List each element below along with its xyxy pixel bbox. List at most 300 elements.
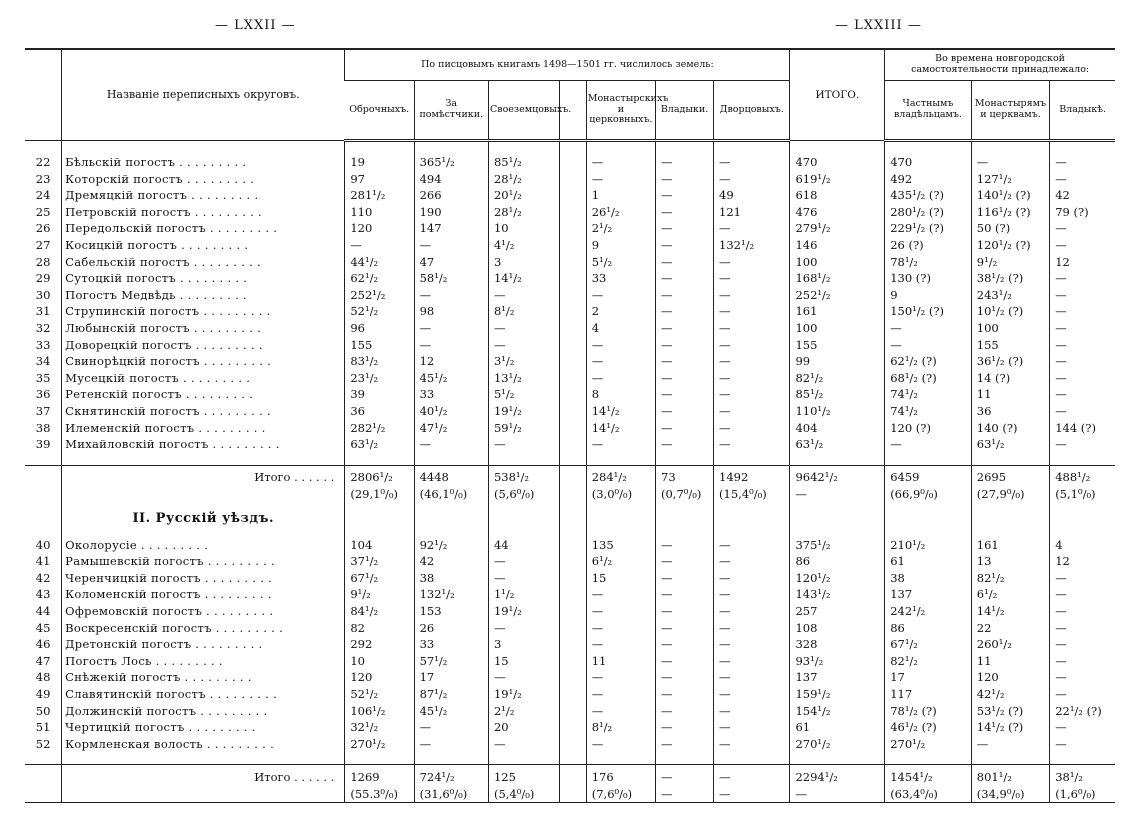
value-cell: 9: [586, 237, 655, 254]
value-cell: 210¹/₂: [885, 537, 972, 554]
value-cell: —: [656, 270, 714, 287]
total-spacer: [62, 785, 345, 803]
value-cell: —: [414, 736, 488, 753]
value-cell: 476: [790, 204, 885, 221]
value-cell: —: [656, 603, 714, 620]
value-cell: —: [586, 669, 655, 686]
section-spacer: [971, 503, 1049, 537]
value-cell: 46¹/₂ (?): [885, 719, 972, 736]
value-cell: 618: [790, 187, 885, 204]
total-spacer: [25, 465, 62, 486]
district-name: Погостъ Медвѣдь . . . . . . . . .: [62, 287, 345, 304]
value-cell: 20: [488, 719, 559, 736]
value-cell: 144 (?): [1050, 420, 1115, 437]
value-cell: 22¹/₂ (?): [1050, 703, 1115, 720]
total-value-cell: 2294¹/₂: [790, 765, 885, 786]
row-number: 23: [35, 171, 51, 186]
row-number: 26: [35, 221, 51, 236]
total-percent-cell: (27,9⁰/₀): [971, 486, 1049, 503]
value-cell: 19¹/₂: [488, 686, 559, 703]
total-value-cell: 538¹/₂: [488, 465, 559, 486]
total-percent-cell: (3,0⁰/₀): [586, 486, 655, 503]
gutter-cell: [560, 320, 586, 337]
gutter-cell: [560, 220, 586, 237]
value-cell: 121: [714, 204, 790, 221]
value-cell: 470: [790, 154, 885, 171]
spacer-cell: [790, 752, 885, 765]
section-spacer: [790, 503, 885, 537]
district-name: Рамышевскій погостъ . . . . . . . . .: [62, 553, 345, 570]
table-row: [25, 669, 1115, 686]
section-spacer: [560, 503, 586, 537]
value-cell: 52¹/₂: [345, 303, 414, 320]
section-spacer: [488, 503, 559, 537]
header-vladyke: Владыкѣ.: [1050, 81, 1115, 141]
value-cell: —: [714, 287, 790, 304]
total-percent-row: [25, 785, 1115, 803]
header-number-col: [25, 49, 62, 141]
value-cell: 28¹/₂: [488, 171, 559, 188]
value-cell: 146: [790, 237, 885, 254]
value-cell: 28¹/₂: [488, 204, 559, 221]
value-cell: —: [714, 537, 790, 554]
gutter-cell: [560, 303, 586, 320]
value-cell: 83¹/₂: [345, 353, 414, 370]
row-number: 28: [35, 254, 51, 269]
header-name-col: Названіе переписныхъ округовъ.: [62, 49, 345, 141]
district-name: Илеменскій погостъ . . . . . . . . .: [62, 420, 345, 437]
gutter-cell: [560, 586, 586, 603]
value-cell: 36¹/₂ (?): [971, 353, 1049, 370]
spacer-cell: [62, 752, 345, 765]
value-cell: —: [488, 436, 559, 453]
spacer-cell: [971, 752, 1049, 765]
value-cell: 32¹/₂: [345, 719, 414, 736]
gutter-cell: [560, 353, 586, 370]
total-value-cell: 176: [586, 765, 655, 786]
gutter-cell: [560, 553, 586, 570]
page-number-right: — LXXIII —: [835, 18, 922, 33]
total-value-cell: 6459: [885, 465, 972, 486]
table-row: [25, 686, 1115, 703]
table-row: [25, 653, 1115, 670]
section-spacer: [656, 503, 714, 537]
value-cell: 242¹/₂: [885, 603, 972, 620]
value-cell: —: [656, 403, 714, 420]
value-cell: 375¹/₂: [790, 537, 885, 554]
district-name: Дретонскій погостъ . . . . . . . . .: [62, 636, 345, 653]
value-cell: 281¹/₂: [345, 187, 414, 204]
total-percent-cell: —: [790, 486, 885, 503]
spacer-cell: [656, 453, 714, 466]
table-row: [25, 353, 1115, 370]
value-cell: 20¹/₂: [488, 187, 559, 204]
total-spacer: [25, 765, 62, 786]
row-number: 39: [35, 437, 51, 452]
value-cell: —: [656, 370, 714, 387]
value-cell: —: [656, 537, 714, 554]
row-number: 50: [35, 703, 51, 718]
district-name: Свинорѣцкій погостъ . . . . . . . . .: [62, 353, 345, 370]
value-cell: 82¹/₂: [790, 370, 885, 387]
gutter-cell: [560, 386, 586, 403]
table-row: [25, 403, 1115, 420]
value-cell: 120¹/₂ (?): [971, 237, 1049, 254]
value-cell: 84¹/₂: [345, 603, 414, 620]
value-cell: —: [1050, 237, 1115, 254]
total-spacer: [62, 486, 345, 503]
header-monastyryam: Монастырямъ и церквамъ.: [971, 81, 1049, 141]
value-cell: 2¹/₂: [488, 703, 559, 720]
value-cell: —: [1050, 220, 1115, 237]
value-cell: —: [714, 270, 790, 287]
table-row: [25, 270, 1115, 287]
value-cell: 23¹/₂: [345, 370, 414, 387]
gutter-cell: [560, 465, 586, 486]
value-cell: 5¹/₂: [488, 386, 559, 403]
value-cell: 117: [885, 686, 972, 703]
value-cell: —: [586, 603, 655, 620]
value-cell: 1: [586, 187, 655, 204]
value-cell: 68¹/₂ (?): [885, 370, 972, 387]
table-row: [25, 386, 1115, 403]
table-row: [25, 187, 1115, 204]
table-row: [25, 320, 1115, 337]
value-cell: 74¹/₂: [885, 386, 972, 403]
value-cell: 10: [488, 220, 559, 237]
value-cell: —: [714, 653, 790, 670]
value-cell: 154¹/₂: [790, 703, 885, 720]
value-cell: 15: [586, 570, 655, 587]
value-cell: —: [1050, 287, 1115, 304]
value-cell: 4: [586, 320, 655, 337]
value-cell: 6¹/₂: [971, 586, 1049, 603]
value-cell: 98: [414, 303, 488, 320]
district-name: Петровскій погостъ . . . . . . . . .: [62, 204, 345, 221]
spacer-cell: [656, 752, 714, 765]
table-row: [25, 337, 1115, 354]
row-number: 31: [35, 304, 51, 319]
value-cell: 619¹/₂: [790, 171, 885, 188]
value-cell: 38: [885, 570, 972, 587]
district-name: Черенчицкій погостъ . . . . . . . . .: [62, 570, 345, 587]
row-number: 46: [35, 637, 51, 652]
value-cell: —: [586, 154, 655, 171]
total-value-cell: 4448: [414, 465, 488, 486]
value-cell: 6¹/₂: [586, 553, 655, 570]
spacer-cell: [586, 752, 655, 765]
value-cell: 42: [414, 553, 488, 570]
district-name: Сабельскій погостъ . . . . . . . . .: [62, 254, 345, 271]
value-cell: 494: [414, 171, 488, 188]
value-cell: 12: [414, 353, 488, 370]
row-number: 41: [35, 554, 51, 569]
value-cell: 137: [885, 586, 972, 603]
district-name: Мусецкій погостъ . . . . . . . . .: [62, 370, 345, 387]
table-row: [25, 586, 1115, 603]
table-row: [25, 620, 1115, 637]
value-cell: 3: [488, 254, 559, 271]
value-cell: 39: [345, 386, 414, 403]
value-cell: 37¹/₂: [345, 553, 414, 570]
value-cell: 38: [414, 570, 488, 587]
table-row: [25, 719, 1115, 736]
table-row: [25, 636, 1115, 653]
value-cell: —: [714, 320, 790, 337]
spacer-cell: [488, 141, 559, 155]
value-cell: 14¹/₂: [586, 420, 655, 437]
value-cell: 120¹/₂: [790, 570, 885, 587]
total-value-cell: 9642¹/₂: [790, 465, 885, 486]
spacer-cell: [560, 141, 586, 155]
row-number: 35: [35, 370, 51, 385]
row-number: 22: [35, 155, 51, 169]
row-number: 34: [35, 354, 51, 369]
value-cell: 4¹/₂: [488, 237, 559, 254]
value-cell: 36: [971, 403, 1049, 420]
value-cell: 17: [414, 669, 488, 686]
value-cell: —: [488, 287, 559, 304]
value-cell: 100: [971, 320, 1049, 337]
spacer-cell: [885, 453, 972, 466]
value-cell: 14¹/₂: [488, 270, 559, 287]
district-name: Чертицкій погостъ . . . . . . . . .: [62, 719, 345, 736]
value-cell: 5¹/₂: [586, 254, 655, 271]
value-cell: 229¹/₂ (?): [885, 220, 972, 237]
spacer-cell: [714, 453, 790, 466]
row-number: 29: [35, 271, 51, 286]
value-cell: —: [345, 237, 414, 254]
value-cell: 97: [345, 171, 414, 188]
value-cell: 63¹/₂: [971, 436, 1049, 453]
land-table: [25, 48, 1115, 803]
header-svoezemtsev: Своеземцовыхъ.: [488, 81, 559, 141]
gutter-cell: [560, 719, 586, 736]
section-row: [25, 503, 1115, 537]
header-monastyrskikh: Монастырскихъ и церковныхъ.: [586, 81, 655, 141]
value-cell: 38¹/₂ (?): [971, 270, 1049, 287]
value-cell: 8: [586, 386, 655, 403]
value-cell: 155: [345, 337, 414, 354]
gutter-cell: [560, 703, 586, 720]
value-cell: 50 (?): [971, 220, 1049, 237]
value-cell: 365¹/₂: [414, 154, 488, 171]
section-spacer: [414, 503, 488, 537]
value-cell: 190: [414, 204, 488, 221]
spacer-cell: [714, 752, 790, 765]
value-cell: —: [656, 187, 714, 204]
value-cell: —: [714, 436, 790, 453]
value-cell: 61: [790, 719, 885, 736]
value-cell: 61: [885, 553, 972, 570]
district-name: Сутоцкій погостъ . . . . . . . . .: [62, 270, 345, 287]
value-cell: 4: [1050, 537, 1115, 554]
value-cell: 58¹/₂: [414, 270, 488, 287]
value-cell: 12: [1050, 553, 1115, 570]
value-cell: 104: [345, 537, 414, 554]
value-cell: —: [1050, 719, 1115, 736]
total-value-cell: 284¹/₂: [586, 465, 655, 486]
value-cell: —: [656, 570, 714, 587]
total-spacer: [25, 486, 62, 503]
value-cell: —: [656, 237, 714, 254]
district-name: Доворецкій погостъ . . . . . . . . .: [62, 337, 345, 354]
value-cell: —: [1050, 620, 1115, 637]
spacer-cell: [1050, 453, 1115, 466]
value-cell: 100: [790, 320, 885, 337]
value-cell: 87¹/₂: [414, 686, 488, 703]
gutter-cell: [560, 287, 586, 304]
value-cell: —: [656, 586, 714, 603]
district-name: Должинскій погостъ . . . . . . . . .: [62, 703, 345, 720]
value-cell: 132¹/₂: [414, 586, 488, 603]
value-cell: —: [488, 337, 559, 354]
row-number: 30: [35, 287, 51, 302]
total-value-cell: 1269: [345, 765, 414, 786]
row-number: 32: [35, 320, 51, 335]
value-cell: 45¹/₂: [414, 370, 488, 387]
value-cell: 492: [885, 171, 972, 188]
value-cell: 147: [414, 220, 488, 237]
row-number: 43: [35, 587, 51, 602]
value-cell: 19¹/₂: [488, 603, 559, 620]
value-cell: 14¹/₂: [586, 403, 655, 420]
district-name: Косицкій погостъ . . . . . . . . .: [62, 237, 345, 254]
row-number: 37: [35, 403, 51, 418]
value-cell: 168¹/₂: [790, 270, 885, 287]
row-number: 51: [35, 720, 51, 735]
section-title: II. Русскій уѣздъ.: [62, 503, 345, 537]
value-cell: —: [714, 386, 790, 403]
district-name: Офремовскій погостъ . . . . . . . . .: [62, 603, 345, 620]
value-cell: —: [656, 337, 714, 354]
value-cell: 85¹/₂: [488, 154, 559, 171]
page-number-left: — LXXII —: [215, 18, 296, 33]
total-percent-cell: (15,4⁰/₀): [714, 486, 790, 503]
value-cell: —: [586, 337, 655, 354]
header-group-novgorod: Во времена новгородской самостоятельности принадлежало:: [885, 49, 1115, 81]
value-cell: 279¹/₂: [790, 220, 885, 237]
value-cell: —: [586, 287, 655, 304]
row-number: 38: [35, 420, 51, 435]
value-cell: —: [586, 736, 655, 753]
section-spacer: [885, 503, 972, 537]
value-cell: 8¹/₂: [586, 719, 655, 736]
value-cell: —: [714, 736, 790, 753]
value-cell: —: [971, 154, 1049, 171]
value-cell: —: [488, 570, 559, 587]
value-cell: —: [885, 320, 972, 337]
value-cell: 67¹/₂: [885, 636, 972, 653]
value-cell: 257: [790, 603, 885, 620]
value-cell: 42: [1050, 187, 1115, 204]
value-cell: 270¹/₂: [790, 736, 885, 753]
spacer-cell: [790, 453, 885, 466]
total-percent-cell: (55.3⁰/₀): [345, 785, 414, 803]
value-cell: —: [1050, 403, 1115, 420]
district-name: Околорусіе . . . . . . . . .: [62, 537, 345, 554]
spacer-cell: [488, 752, 559, 765]
table-row: [25, 570, 1115, 587]
row-number: 47: [35, 653, 51, 668]
value-cell: —: [1050, 736, 1115, 753]
value-cell: —: [1050, 603, 1115, 620]
value-cell: 9: [885, 287, 972, 304]
value-cell: 155: [971, 337, 1049, 354]
value-cell: —: [656, 254, 714, 271]
spacer-cell: [414, 141, 488, 155]
value-cell: 11: [971, 386, 1049, 403]
gutter-cell: [560, 436, 586, 453]
value-cell: —: [414, 436, 488, 453]
value-cell: —: [656, 287, 714, 304]
value-cell: —: [1050, 386, 1115, 403]
spacer-cell: [25, 453, 62, 466]
value-cell: —: [414, 337, 488, 354]
gutter-cell: [560, 370, 586, 387]
district-name: Коломенскій погостъ . . . . . . . . .: [62, 586, 345, 603]
spacer-cell: [414, 453, 488, 466]
value-cell: 44¹/₂: [345, 254, 414, 271]
total-label: Итого . . . . . .: [62, 465, 345, 486]
total-value-cell: 2806¹/₂: [345, 465, 414, 486]
value-cell: 116¹/₂ (?): [971, 204, 1049, 221]
value-cell: —: [714, 719, 790, 736]
value-cell: 143¹/₂: [790, 586, 885, 603]
gutter-cell: [560, 653, 586, 670]
value-cell: 13¹/₂: [488, 370, 559, 387]
total-percent-cell: (5,4⁰/₀): [488, 785, 559, 803]
value-cell: —: [414, 719, 488, 736]
value-cell: —: [885, 436, 972, 453]
value-cell: 49: [714, 187, 790, 204]
value-cell: 11: [971, 653, 1049, 670]
total-percent-cell: —: [714, 785, 790, 803]
gutter-cell: [560, 187, 586, 204]
section-spacer: [1050, 503, 1115, 537]
section-spacer: [25, 503, 62, 537]
value-cell: 13: [971, 553, 1049, 570]
gutter-cell: [560, 270, 586, 287]
value-cell: 33: [414, 386, 488, 403]
table-row: [25, 703, 1115, 720]
value-cell: —: [1050, 171, 1115, 188]
value-cell: —: [656, 553, 714, 570]
value-cell: —: [488, 669, 559, 686]
value-cell: 8¹/₂: [488, 303, 559, 320]
spacer-cell: [414, 752, 488, 765]
value-cell: —: [586, 686, 655, 703]
value-cell: —: [656, 719, 714, 736]
gutter-cell: [560, 254, 586, 271]
value-cell: 12: [1050, 254, 1115, 271]
value-cell: 100: [790, 254, 885, 271]
gutter-cell: [560, 403, 586, 420]
district-name: Погостъ Лось . . . . . . . . .: [62, 653, 345, 670]
total-percent-cell: (66,9⁰/₀): [885, 486, 972, 503]
district-name: Любынскій погостъ . . . . . . . . .: [62, 320, 345, 337]
value-cell: 86: [885, 620, 972, 637]
value-cell: 99: [790, 353, 885, 370]
spacer-cell: [1050, 141, 1115, 155]
value-cell: —: [714, 669, 790, 686]
gutter-cell: [560, 237, 586, 254]
value-cell: —: [586, 171, 655, 188]
value-cell: 270¹/₂: [885, 736, 972, 753]
value-cell: 62¹/₂: [345, 270, 414, 287]
spacer-row: [25, 453, 1115, 466]
row-number: 25: [35, 204, 51, 219]
